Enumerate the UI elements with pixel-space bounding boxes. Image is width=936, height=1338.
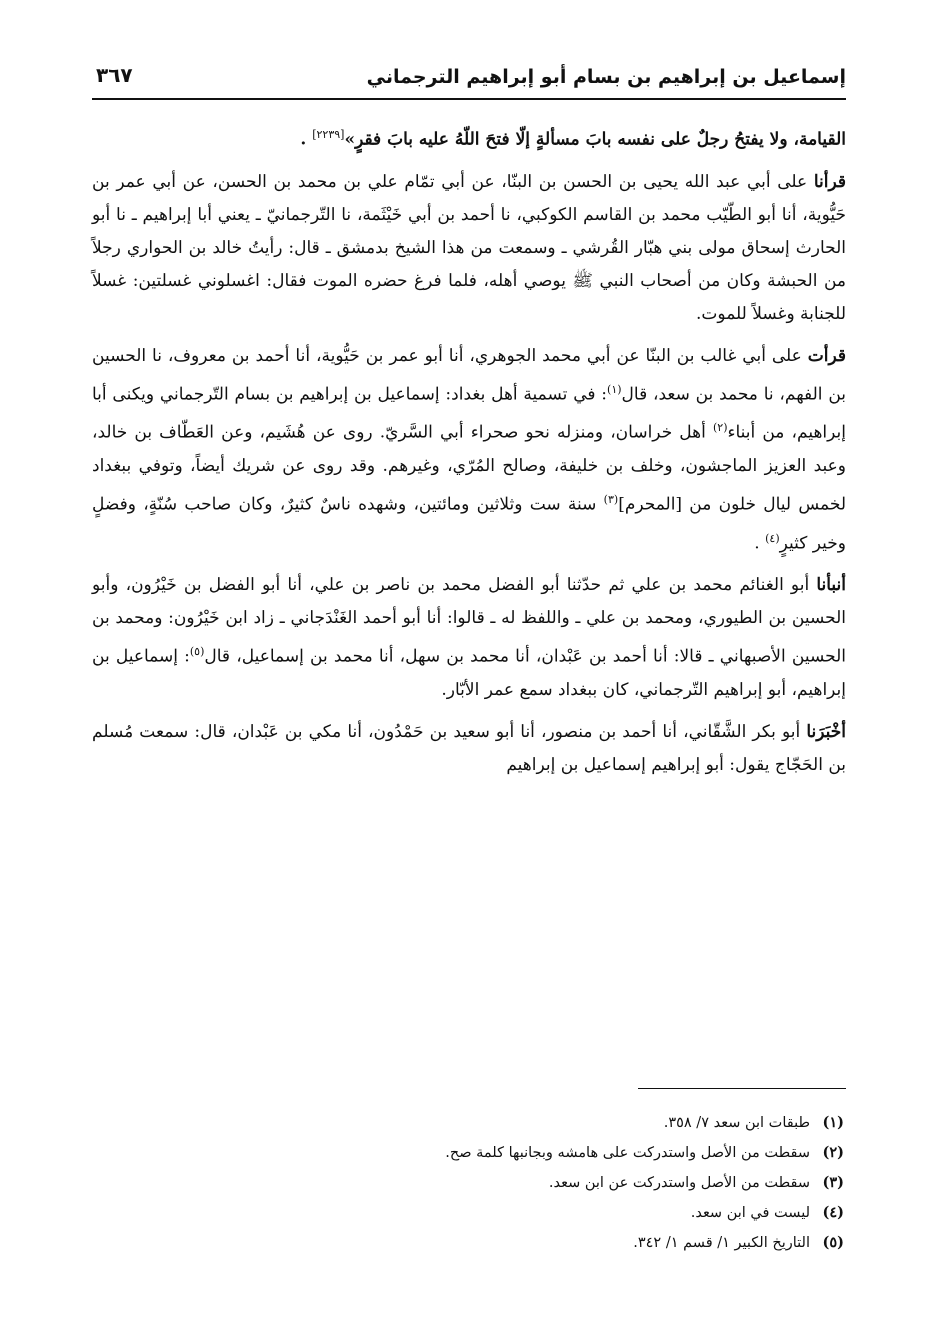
footnote-1 [144,1108,844,1138]
footnote-ref-1: (١) [607,382,622,396]
footnote-2 [144,1138,844,1168]
paragraph-5-lead: أخْبَرَنا [806,721,846,742]
footnote-ref-4: (٤) [765,531,780,545]
footnote-text: ليست في ابن سعد. [690,1205,810,1221]
footnote-number: (٢) [822,1144,844,1161]
paragraph-1 [92,118,846,157]
footnote-number: (١) [822,1114,844,1131]
footnote-text: سقطت من الأصل واستدركت على هامشه وبجانبها كلمة صح. [445,1145,810,1161]
paragraph-2 [92,166,846,331]
paragraph-5-text: أبو بكر الشَّقّاني، أنا أحمد بن منصور، أنا أبو سعيد بن حَمْدُون، أنا مكي بن عَبْدان، قال: سمعت مُسلم بن الحَجّاج يقول: أبو إبراهيم إسماعيل بن إبراهيم [92,721,846,775]
main-text [92,118,846,791]
paragraph-4-lead: أنبأنا [816,575,847,596]
footnote-number: (٤) [822,1204,844,1221]
paragraph-3-text-d: سنة ست وثلاثين ومائتين، وشهده ناسٌ كثيرٌ، وكان صاحب سُنّةٍ، وفضلٍ وخير كثيرٍ [92,494,846,554]
footnote-4 [144,1198,844,1228]
paragraph-3 [92,340,846,561]
footnote-3 [144,1168,844,1198]
footnotes [144,1108,844,1258]
footnote-ref-5: (٥) [189,645,205,659]
footnote-text: سقطت من الأصل واستدركت عن ابن سعد. [548,1175,810,1191]
footnote-number: (٥) [822,1234,844,1251]
header-title: إسماعيل بن إبراهيم بن بسام أبو إبراهيم الترجماني [366,66,846,88]
paragraph-4 [92,569,846,707]
paragraph-5 [92,716,846,782]
paragraph-4-text-a: أبو الغنائم محمد بن علي ثم حدّثنا أبو الفضل محمد بن ناصر بن علي، أنا أبو الفضل بن خَيْرُون، وأبو الحسين بن الطيوري، ومحمد بن علي ـ واللفظ له ـ قالوا: أنا أبو أحمد الغَنْدَجاني ـ زاد ابن خَيْرُون: ومحمد بن الحسين الأصبهاني ـ قالا: أنا أحمد بن عَبْدان، أنا محمد بن سهل، أنا محمد بن إسماعيل، قال [92,575,846,667]
paragraph-3-text-a: على أبي غالب بن البنّا عن أبي محمد الجوهري، أنا أبو عمر بن حَيُّوية، أنا أحمد بن معروف، نا الحسين بن الفهم، نا محمد بن سعد، قال [92,345,846,405]
paragraph-1-text: القيامة، ولا يفتحُ رجلٌ على نفسه بابَ مسألةٍ إلّا فتحَ اللّهُ عليه بابَ فقرٍ» [344,129,846,150]
footnote-5 [144,1228,844,1258]
page-number: ٣٦٧ [96,63,133,87]
footnote-ref-3: (٣) [603,492,619,506]
paragraph-3-tail: . [754,533,760,554]
footnote-ref-2: (٢) [712,421,728,435]
hadith-number: [٢٢٣٩] [312,128,345,141]
footnote-text: التاريخ الكبير ١/ قسم ١/ ٣٤٢. [633,1235,810,1251]
footnote-divider [638,1088,846,1089]
paragraph-4-text-b: : إسماعيل بن إبراهيم، أبو إبراهيم التّرجماني، كان ببغداد سمع عمر الأبّار. [92,646,846,700]
running-header [92,60,846,100]
paragraph-3-text-c: أهل خراسان، ومنزله نحو صحراء أبي السَّريّ. روى عن هُشَيم، وعن العَطّاف بن خالد، وعبد العزيز الماجشون، وخلف بن خليفة، وصالح المُرّي، وغيرهم. وقد روى عن شريك أيضاً، وتوفي ببغداد لخمس ليال خلون من [المحرم] [92,422,846,515]
paragraph-2-text: على أبي عبد الله يحيى بن الحسن بن البنّا، عن أبي تمّام علي بن محمد بن الحسن، عن أبي عمر بن حَيُّوية، أنا أبو الطّيّب محمد بن القاسم الكوكبي، نا أحمد بن أبي خَيْثَمة، نا التّرجمانيّ ـ يعني أبا إبراهيم ـ نا أبو الحارث إسحاق مولى بني هبّار القُرشي ـ وسمعت من هذا الشيخ بدمشق ـ قال: رأيتُ خالد بن الحواري رجلاً من الحبشة وكان من أصحاب النبي ﷺ يوصي أهله، فلما فرغ حضره الموت فقال: اغسلوني غسلتين: غسلاً للجنابة وغسلاً للموت. [92,171,846,324]
paragraph-3-text-b: : في تسمية أهل بغداد: إسماعيل بن إبراهيم بن بسام التّرجماني ويكنى أبا إبراهيم، من أبناء [92,384,846,443]
footnote-number: (٣) [822,1174,844,1191]
paragraph-1-tail: . [300,129,307,150]
paragraph-2-lead: قرأنا [813,171,847,192]
paragraph-3-lead: قرأت [807,345,847,366]
footnote-text: طبقات ابن سعد ٧/ ٣٥٨. [663,1115,810,1131]
